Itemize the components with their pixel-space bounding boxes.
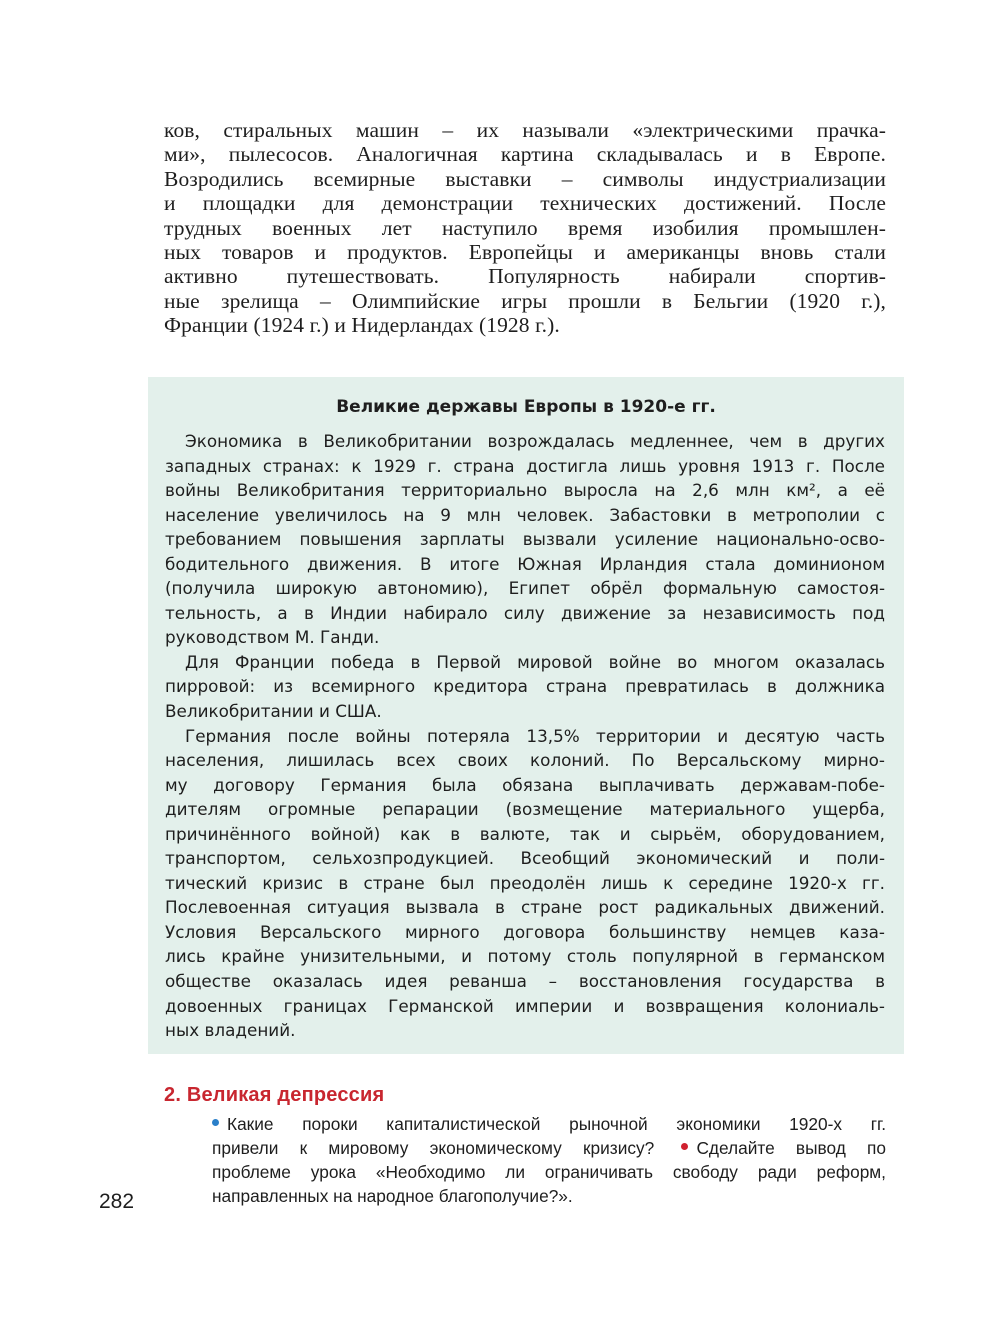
info-box-title: Великие державы Европы в 1920-е гг.	[336, 397, 716, 417]
info-box-line: населения, лишилась всех своих колоний. По Версальскому мирно-	[165, 750, 885, 771]
info-box-line: бодительного движения. В итоге Южная Ирландия стала доминионом	[165, 553, 885, 574]
question-line: направленных на народное благополучие?».	[212, 1186, 573, 1206]
question-line	[212, 1136, 886, 1160]
info-box-line: дителям огромные репарации (возмещение материального ущерба,	[165, 799, 885, 820]
info-box-line: Для Франции победа в Первой мировой войне во многом оказалась	[185, 651, 885, 672]
info-box-line: Великобритании и США.	[165, 701, 382, 722]
info-box-line: руководством М. Ганди.	[165, 627, 380, 648]
question-text: Сделайте вывод по	[696, 1138, 886, 1158]
info-box-line: обществе оказалась идея реванша – восстановления государства в	[165, 971, 885, 992]
info-box-line: население увеличилось на 9 млн человек. Забастовки в метрополии с	[165, 504, 885, 525]
info-box-line: Германия после войны потеряла 13,5% территории и десятую часть	[185, 725, 885, 746]
info-box-line: войны Великобритания территориально выросла на 2,6 млн км², а её	[165, 480, 885, 501]
info-box-line: причинённого войной) как в валюте, так и сырьём, оборудованием,	[165, 823, 885, 844]
main-text-line: активно путешествовать. Популярность набирали спортив-	[164, 264, 886, 289]
info-box-line: западных странах: к 1929 г. страна достигла лишь уровня 1913 г. После	[165, 455, 885, 476]
main-text-line: ми», пылесосов. Аналогичная картина складывалась и в Европе.	[164, 142, 886, 167]
info-box	[148, 377, 904, 1054]
question-text: привели к мировому экономическому кризису?	[212, 1138, 655, 1158]
info-box-line: му договору Германия была обязана выплачивать державам-побе-	[165, 774, 885, 795]
info-box-body	[165, 429, 885, 1043]
info-box-line: (получила широкую автономию), Египет обрёл формальную самостоя-	[165, 578, 885, 599]
questions-block	[212, 1112, 886, 1208]
info-box-line: тельность, а в Индии набирало силу движение за независимость под	[165, 602, 885, 623]
question-text: Какие пороки капиталистической рыночной экономики 1920-х гг.	[227, 1114, 886, 1134]
main-text-line: ных товаров и продуктов. Европейцы и американцы вновь стали	[164, 239, 886, 264]
info-box-line: ных владений.	[165, 1020, 296, 1041]
main-text-block	[164, 118, 886, 338]
info-box-line: Условия Версальского мирного договора большинству немцев каза-	[165, 921, 885, 942]
question-line: проблеме урока «Необходимо ли ограничивать свободу ради реформ,	[212, 1162, 886, 1182]
question-line	[212, 1112, 886, 1136]
red-bullet-icon	[681, 1143, 688, 1150]
info-box-line: довоенных границах Германской империи и возвращения колониаль-	[165, 995, 885, 1016]
info-box-line: лись крайне унизительными, и потому столь популярной в германском	[165, 946, 885, 967]
info-box-line: Послевоенная ситуация вызвала в стране рост радикальных движений.	[165, 897, 885, 918]
section-heading: 2. Великая депрессия	[164, 1084, 385, 1106]
main-text-line: Франции (1924 г.) и Нидерландах (1928 г.).	[164, 313, 560, 338]
info-box-line: транспортом, сельхозпродукцией. Всеобщий экономический и поли-	[165, 848, 885, 869]
main-text-line: и площадки для демонстрации технических достижений. После	[164, 191, 886, 216]
info-box-line: пирровой: из всемирного кредитора страна превратилась в должника	[165, 676, 885, 697]
blue-bullet-icon	[212, 1119, 219, 1126]
page-number: 282	[99, 1190, 135, 1213]
main-text-line: ные зрелища – Олимпийские игры прошли в Бельгии (1920 г.),	[164, 288, 886, 313]
info-box-line: тический кризис в стране был преодолён лишь к середине 1920-х гг.	[165, 872, 885, 893]
info-box-line: требованием повышения зарплаты вызвали усиление национально-осво-	[165, 529, 885, 550]
main-text-line: Возродились всемирные выставки – символы индустриализации	[164, 166, 886, 191]
main-text-line: трудных военных лет наступило время изобилия промышлен-	[164, 215, 886, 240]
info-box-line: Экономика в Великобритании возрождалась медленнее, чем в других	[185, 431, 885, 451]
main-text-line: ков, стиральных машин – их называли «электрическими прачка-	[164, 118, 886, 142]
